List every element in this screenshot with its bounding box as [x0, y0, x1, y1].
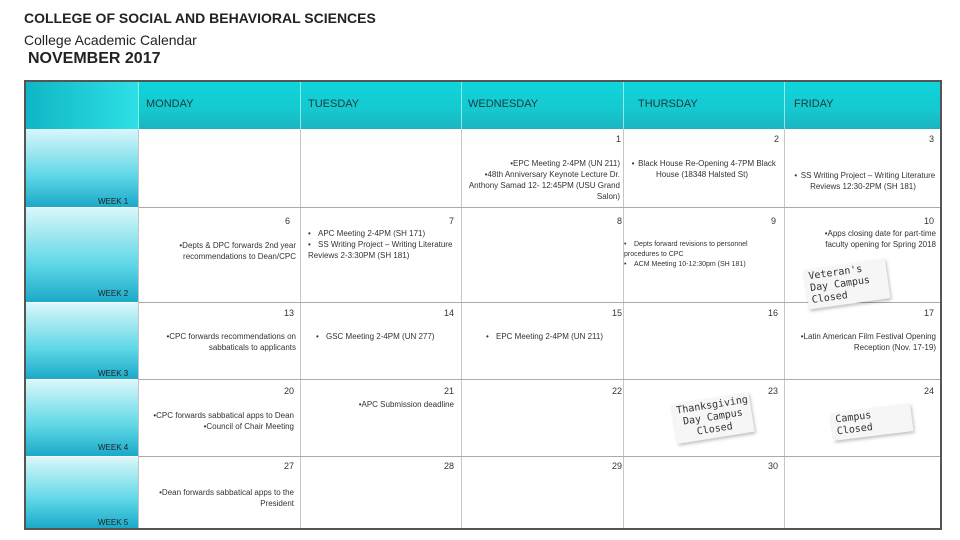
- date-16: 16: [768, 308, 779, 318]
- date-1: 1: [616, 134, 622, 144]
- month-title: NOVEMBER 2017: [28, 50, 161, 67]
- event-item: •CPC forwards sabbatical apps to Dean •Council of Chair Meeting: [153, 411, 294, 431]
- date-8: 8: [617, 216, 623, 226]
- week-label: WEEK 3: [98, 369, 129, 378]
- event-item: •Apps closing date for part-time faculty opening for Spring 2018: [824, 229, 936, 249]
- event-item: •Latin American Film Festival Opening Reception (Nov. 17-19): [800, 332, 936, 352]
- date-2: 2: [774, 134, 780, 144]
- week-sidebar: [26, 208, 138, 302]
- week-label: WEEK 5: [98, 518, 129, 527]
- veterans-day-note: Veteran's Day Campus Closed: [804, 258, 891, 309]
- date-9: 9: [771, 216, 777, 226]
- date-3: 3: [929, 134, 935, 144]
- day-header-friday: FRIDAY: [794, 98, 834, 110]
- week-label: WEEK 4: [98, 443, 129, 452]
- event-item: • APC Meeting 2-4PM (SH 171) • SS Writing Project – Writing Literature Reviews 2-3:30PM (SH 181): [308, 229, 453, 260]
- date-30: 30: [768, 461, 779, 471]
- calendar-grid: [24, 80, 942, 530]
- day-header-monday: MONDAY: [146, 98, 194, 110]
- calendar-subtitle: College Academic Calendar: [24, 32, 197, 48]
- date-21: 21: [444, 386, 455, 396]
- week-sidebar: [26, 129, 138, 207]
- weekday-header: [26, 82, 940, 129]
- day-header-tuesday: TUESDAY: [308, 98, 360, 110]
- campus-closed-note: Campus Closed: [831, 403, 914, 441]
- event-item: •EPC Meeting 2-4PM (UN 211) •48th Anniversary Keynote Lecture Dr. Anthony Samad 12- 12:45PM (USU Grand Salon): [468, 159, 620, 201]
- week-sidebar: [26, 303, 138, 379]
- date-13: 13: [284, 308, 295, 318]
- week-label: WEEK 1: [98, 197, 129, 206]
- date-22: 22: [612, 386, 623, 396]
- event-item: • Depts forward revisions to personnel procedures to CPC • ACM Meeting 10-12:30pm (SH 181): [624, 241, 748, 268]
- thanksgiving-note: Thanksgiving Day Campus Closed: [671, 392, 754, 444]
- date-23: 23: [768, 386, 779, 396]
- day-header-thursday: THURSDAY: [638, 98, 698, 110]
- week-label: WEEK 2: [98, 289, 129, 298]
- date-29: 29: [612, 461, 623, 471]
- event-item: • GSC Meeting 2-4PM (UN 277): [316, 332, 435, 341]
- date-17: 17: [924, 308, 935, 318]
- date-28: 28: [444, 461, 455, 471]
- date-14: 14: [444, 308, 455, 318]
- date-10: 10: [924, 216, 935, 226]
- event-item: • EPC Meeting 2-4PM (UN 211): [486, 332, 603, 341]
- date-20: 20: [284, 386, 295, 396]
- date-6: 6: [285, 216, 291, 226]
- event-item: • Black House Re-Opening 4-7PM Black House (18348 Halsted St): [631, 159, 776, 179]
- date-15: 15: [612, 308, 623, 318]
- event-item: •Depts & DPC forwards 2nd year recommendations to Dean/CPC: [179, 241, 296, 261]
- header-corner: [26, 82, 139, 129]
- event-item: •CPC forwards recommendations on sabbaticals to applicants: [166, 332, 296, 352]
- college-title: COLLEGE OF SOCIAL AND BEHAVIORAL SCIENCES: [24, 10, 376, 26]
- day-header-wednesday: WEDNESDAY: [468, 98, 539, 110]
- date-27: 27: [284, 461, 295, 471]
- date-7: 7: [449, 216, 455, 226]
- event-item: •APC Submission deadline: [358, 400, 454, 409]
- event-item: • SS Writing Project – Writing Literature Reviews 12:30-2PM (SH 181): [794, 171, 936, 191]
- event-item: •Dean forwards sabbatical apps to the President: [159, 488, 294, 508]
- date-24: 24: [924, 386, 935, 396]
